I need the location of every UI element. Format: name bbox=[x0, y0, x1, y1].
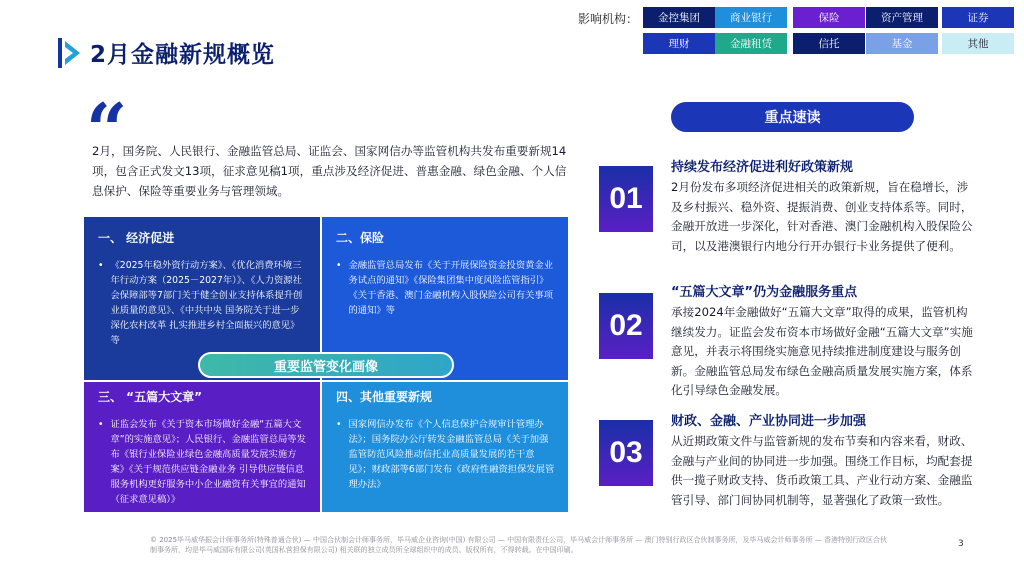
quadrant-text: 《2025年稳外资行动方案》、《优化消费环境三年行动方案（2025－2027年）》、《人力资源社会保障部等7部门关于健全创业支持体系提升创业质量的意见》、《中共中央 国务院关于进一步深化农村改革 扎实推进乡村全面振兴的意见》等 bbox=[110, 260, 303, 346]
footer-disclaimer: © 2025毕马威华振会计师事务所(特殊普通合伙) — 中国合伙制会计师事务所，毕马威企业咨询(中国) 有限公司 — 中国有限责任公司，毕马威会计师事务所 — 澳门特别行政区合伙制事务所，及毕马威会计师事务所 — 香港特别行政区合伙制事务所，均是毕马威国际有限公司(英国私营担保有限公司) 相关联的独立成员所全球组织中的成员。版权所有，不得转载。在中国印刷。 bbox=[150, 536, 887, 554]
institution-tag: 基金 bbox=[866, 33, 938, 54]
bullet-icon: • bbox=[336, 419, 342, 430]
bullet-icon: • bbox=[98, 419, 104, 430]
highlight-text: 承接2024年金融做好“五篇大文章”取得的成果，监管机构继续发力。证监会发布资本市场做好金融“五篇大文章”实施意见，并表示将围绕实施意见持续推进制度建设与服务创新。金融监管总局发布绿色金融高质量发展实施方案，体系化引导绿色金融发展。 bbox=[671, 305, 973, 397]
quadrant-text: 证监会发布《关于资本市场做好金融“五篇大文章”的实施意见》；人民银行、金融监管总局等发布《银行业保险业绿色金融高质量发展实施方案》《关于规范供应链金融业务 引导供应链信息服务机构更好服务中小企业融资有关事宜的通知（征求意见稿）》 bbox=[110, 419, 306, 505]
intro-paragraph: 2月，国务院、人民银行、金融监管总局、证监会、国家网信办等监管机构共发布重要新规14项，包含正式发文13项，征求意见稿1项，重点涉及经济促进、普惠金融、绿色金融、个人信息保护、保险等重要业务与管理领域。 bbox=[92, 144, 567, 198]
number-badge: 03 bbox=[599, 420, 653, 486]
center-label: 重要监管变化画像 bbox=[198, 352, 454, 378]
bullet-icon: • bbox=[98, 260, 104, 271]
institution-tag: 证券 bbox=[942, 7, 1014, 28]
institutions-label: 影响机构： bbox=[578, 12, 639, 26]
title-area bbox=[58, 36, 275, 69]
institution-tag: 保险 bbox=[793, 7, 865, 28]
quadrant-title: 三、 “五篇大文章” bbox=[98, 390, 202, 404]
page-title: 2月金融新规概览 bbox=[90, 42, 276, 68]
quadrant-text: 金融监管总局发布《关于开展保险资金投资黄金业务试点的通知》《保险集团集中度风险监管指引》《关于香港、澳门金融机构入股保险公司有关事项的通知》等 bbox=[348, 260, 554, 316]
institution-tag: 金融租赁 bbox=[715, 33, 787, 54]
highlight-title: “五篇大文章”仍为金融服务重点 bbox=[671, 285, 858, 300]
highlight-text: 从近期政策文件与监管新规的发布节奏和内容来看，财政、金融与产业间的协同进一步加强。围绕工作目标，均配套提供一揽子财政支持、货币政策工具、产业行动方案、金融监管引导、部门间协同机制等，显著强化了政策一致性。 bbox=[671, 434, 973, 507]
number-badge: 02 bbox=[599, 293, 653, 359]
highlight-text: 2月份发布多项经济促进相关的政策新规，旨在稳增长，涉及乡村振兴、稳外资、提振消费、创业支持体系等。同时，金融开放进一步深化，针对香港、澳门金融机构入股保险公司，以及港澳银行内地分行开办银行卡业务提供了便利。 bbox=[671, 180, 973, 253]
institution-tag: 信托 bbox=[793, 33, 865, 54]
quadrant-title: 二、保险 bbox=[336, 231, 385, 245]
quadrant-five-articles bbox=[84, 382, 320, 512]
quadrant-other-rules bbox=[322, 382, 568, 512]
page-number: 3 bbox=[958, 539, 964, 549]
bullet-icon: • bbox=[336, 260, 342, 271]
quadrant-text: 国家网信办发布《个人信息保护合规审计管理办法》；国务院办公厅转发金融监管总局《关于加强监管防范风险推动信托业高质量发展的若干意见》；财政部等6部门发布《政府性融资担保发展管理办法》 bbox=[348, 419, 555, 490]
institution-tag: 金控集团 bbox=[643, 7, 715, 28]
quote-mark-icon: “ bbox=[86, 87, 128, 172]
highlight-title: 持续发布经济促进利好政策新规 bbox=[671, 160, 854, 175]
highlight-title: 财政、金融、产业协同进一步加强 bbox=[671, 414, 867, 429]
institution-tag: 其他 bbox=[942, 33, 1014, 54]
institution-tag: 资产管理 bbox=[866, 7, 938, 28]
institution-tag: 商业银行 bbox=[715, 7, 787, 28]
institution-tag: 理财 bbox=[643, 33, 715, 54]
quadrant-title: 四、其他重要新规 bbox=[336, 390, 433, 404]
highlights-label: 重点速读 bbox=[671, 102, 914, 132]
quadrant-title: 一、 经济促进 bbox=[98, 231, 175, 245]
play-arrow-icon bbox=[58, 38, 82, 68]
number-badge: 01 bbox=[599, 166, 653, 232]
